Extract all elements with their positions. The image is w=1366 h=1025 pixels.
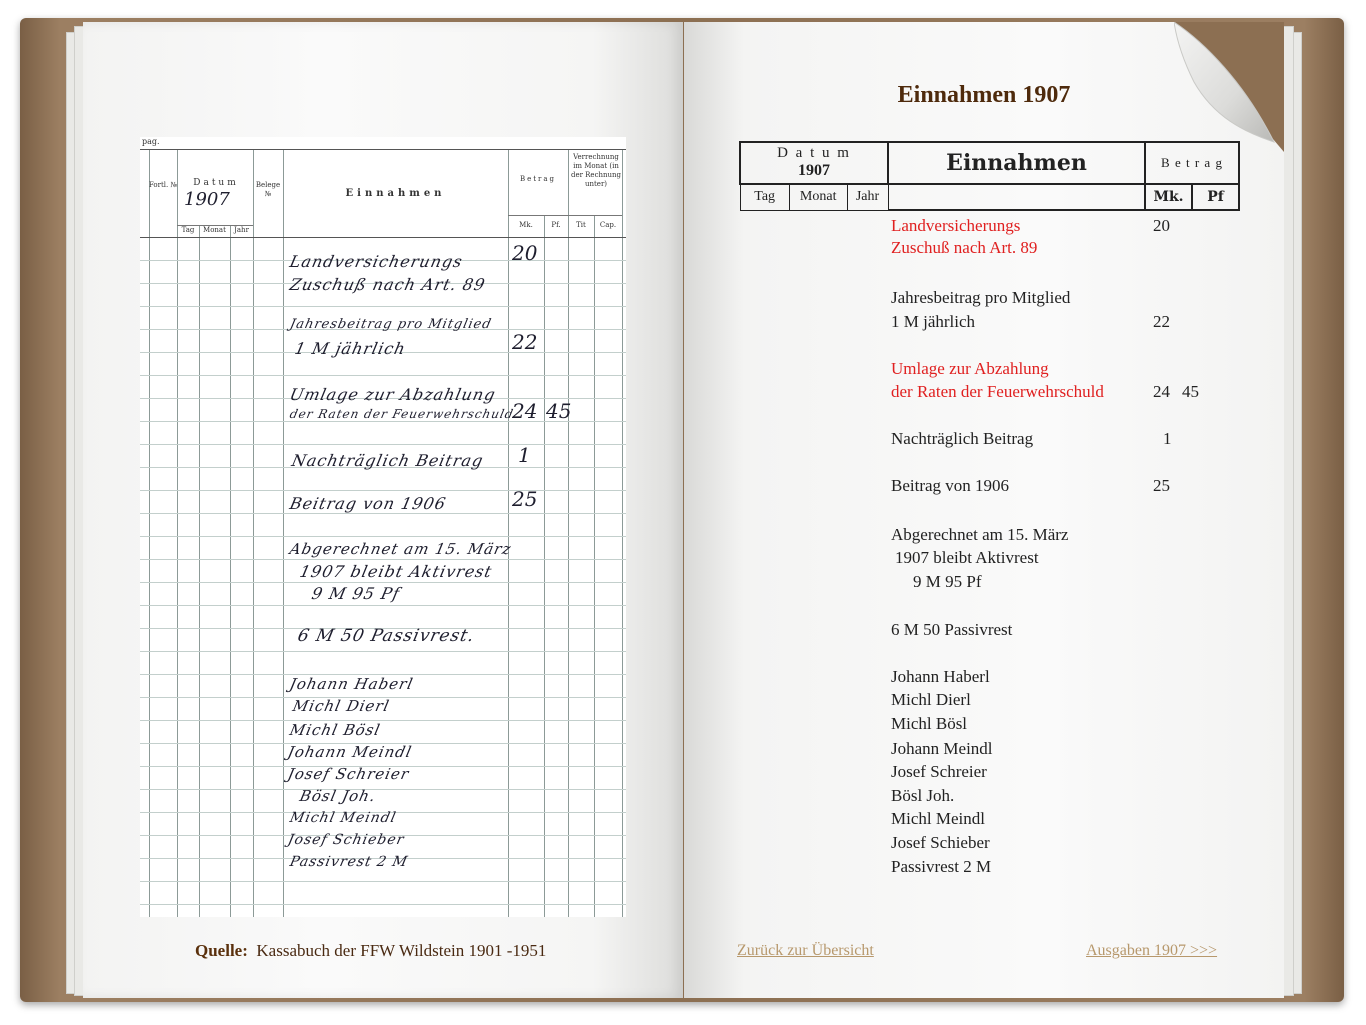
entry-line: Beitrag von 1906 — [891, 476, 1010, 495]
scan-handwriting-line: Landversicherungs — [287, 252, 465, 271]
signature-name: Michl Dierl — [891, 690, 971, 709]
entry-line: Jahresbeitrag pro Mitglied — [891, 288, 1071, 307]
scan-handwriting-line: Michl Bösl — [288, 721, 383, 739]
scan-handwriting-line: Michl Dierl — [291, 697, 392, 715]
signature-name: Johann Haberl — [891, 667, 990, 686]
scan-handwriting-line: Umlage zur Abzahlung — [287, 385, 498, 404]
source-text: Kassabuch der FFW Wildstein 1901 -1951 — [256, 941, 547, 960]
header-mk: Mk. — [1145, 184, 1192, 210]
scan-handwriting-line: Johann Haberl — [288, 675, 416, 693]
entry-amount-mk: 24 — [1153, 382, 1170, 401]
scan-header-einnahmen: Einnahmen — [345, 188, 446, 199]
entry-line: Zuschuß nach Art. 89 — [891, 238, 1038, 257]
header-betrag: B e t r a g — [1161, 154, 1223, 170]
scan-header-cap: Cap. — [599, 221, 617, 229]
scan-header-verrechnung: Verrechnung im Monat (in der Rechnung unter) — [570, 153, 622, 188]
entry-amount-mk: 1 — [1163, 429, 1172, 448]
scan-header-monat: Monat — [203, 226, 226, 234]
entry-line: 6 M 50 Passivrest — [891, 620, 1013, 639]
scan-amount: 1 — [518, 443, 531, 467]
scan-handwriting-line: Bösl Joh. — [298, 787, 378, 805]
scan-amount: 20 — [512, 241, 538, 265]
entry-amount-mk: 22 — [1153, 312, 1170, 331]
scan-pag-label: pag. — [142, 137, 160, 146]
entry-amount-pf: 45 — [1182, 382, 1199, 401]
header-einnahmen: Einnahmen — [946, 150, 1087, 176]
scan-handwriting-line: Johann Meindl — [286, 743, 414, 761]
scan-handwriting-line: Michl Meindl — [288, 810, 398, 826]
right-page — [684, 22, 1284, 998]
entry-line: Umlage zur Abzahlung — [891, 359, 1049, 378]
signature-name: Michl Bösl — [891, 714, 968, 733]
scan-header-fortl: Fortl. № — [148, 181, 178, 189]
entry-line: 1907 bleibt Aktivrest — [895, 548, 1039, 567]
scan-amount: 45 — [546, 399, 572, 423]
entry-line: 1 M jährlich — [891, 312, 976, 331]
scan-handwriting-line: 1907 bleibt Aktivrest — [297, 562, 495, 581]
header-jahr: Jahr — [847, 184, 888, 210]
scan-handwriting-line: Passivrest 2 M — [288, 854, 410, 870]
page-curl-icon[interactable] — [1174, 22, 1284, 152]
scan-handwriting-line: der Raten der Feuerwehrschuld — [288, 407, 516, 421]
header-datum: D a t u m — [777, 145, 851, 161]
entry-amount-mk: 25 — [1153, 476, 1170, 495]
scan-amount: 25 — [512, 487, 538, 511]
header-monat: Monat — [789, 184, 847, 210]
scan-header-tag: Tag — [181, 226, 195, 234]
scan-header-jahr: Jahr — [234, 226, 249, 234]
scan-handwriting-line: Nachträglich Beitrag — [289, 451, 486, 470]
scan-header-pf: Pf. — [551, 221, 561, 229]
signature-name: Michl Meindl — [891, 809, 985, 828]
signature-name: Bösl Joh. — [891, 786, 955, 805]
signature-name: Passivrest 2 M — [891, 857, 992, 876]
header-tag: Tag — [740, 184, 789, 210]
scan-handwriting-line: Josef Schieber — [286, 832, 406, 848]
scan-handwriting-line: 1 M jährlich — [292, 339, 408, 358]
entry-amount-mk: 20 — [1153, 216, 1170, 235]
source-note — [195, 941, 546, 961]
scan-header-betrag: Betrag — [519, 175, 557, 183]
entry-line: der Raten der Feuerwehrschuld — [891, 382, 1104, 401]
scan-handwriting-line: 6 M 50 Passivrest. — [295, 626, 477, 646]
source-label: Quelle: — [195, 941, 248, 960]
scan-header-belege: Belege № — [255, 181, 281, 198]
page-title: Einnahmen 1907 — [897, 82, 1071, 108]
entry-line: 9 M 95 Pf — [913, 572, 982, 591]
signature-name: Josef Schieber — [891, 833, 990, 852]
scan-handwriting-line: Abgerechnet am 15. März — [288, 540, 514, 558]
scan-header-tit: Tit — [576, 221, 586, 229]
scan-handwriting-line: 9 M 95 Pf — [309, 584, 402, 603]
back-to-overview-link[interactable]: Zurück zur Übersicht — [737, 942, 874, 959]
next-page-link[interactable]: Ausgaben 1907 >>> — [1086, 942, 1218, 959]
header-pf: Pf — [1192, 184, 1239, 210]
entry-line: Landversicherungs — [891, 216, 1021, 235]
scan-handwriting-line: Beitrag von 1906 — [287, 494, 449, 513]
left-page — [83, 22, 683, 998]
scan-amount: 22 — [512, 330, 538, 354]
entry-line: Abgerechnet am 15. März — [891, 525, 1069, 544]
scan-header-datum: Datum — [193, 178, 239, 188]
signature-name: Josef Schreier — [891, 762, 987, 781]
scan-amount: 24 — [512, 399, 538, 423]
scan-handwriting-line: Jahresbeitrag pro Mitglied — [288, 317, 494, 332]
scan-header-mk: Mk. — [519, 221, 533, 229]
scan-handwriting-line: Josef Schreier — [286, 765, 412, 783]
scan-handwriting-line: Zuschuß nach Art. 89 — [287, 275, 488, 294]
entry-line: Nachträglich Beitrag — [891, 429, 1034, 448]
signature-name: Johann Meindl — [891, 739, 993, 758]
scan-header-year: 1907 — [184, 189, 230, 210]
ledger-scan — [140, 137, 626, 917]
ledger-header-table — [739, 141, 1240, 211]
header-year: 1907 — [798, 162, 830, 179]
